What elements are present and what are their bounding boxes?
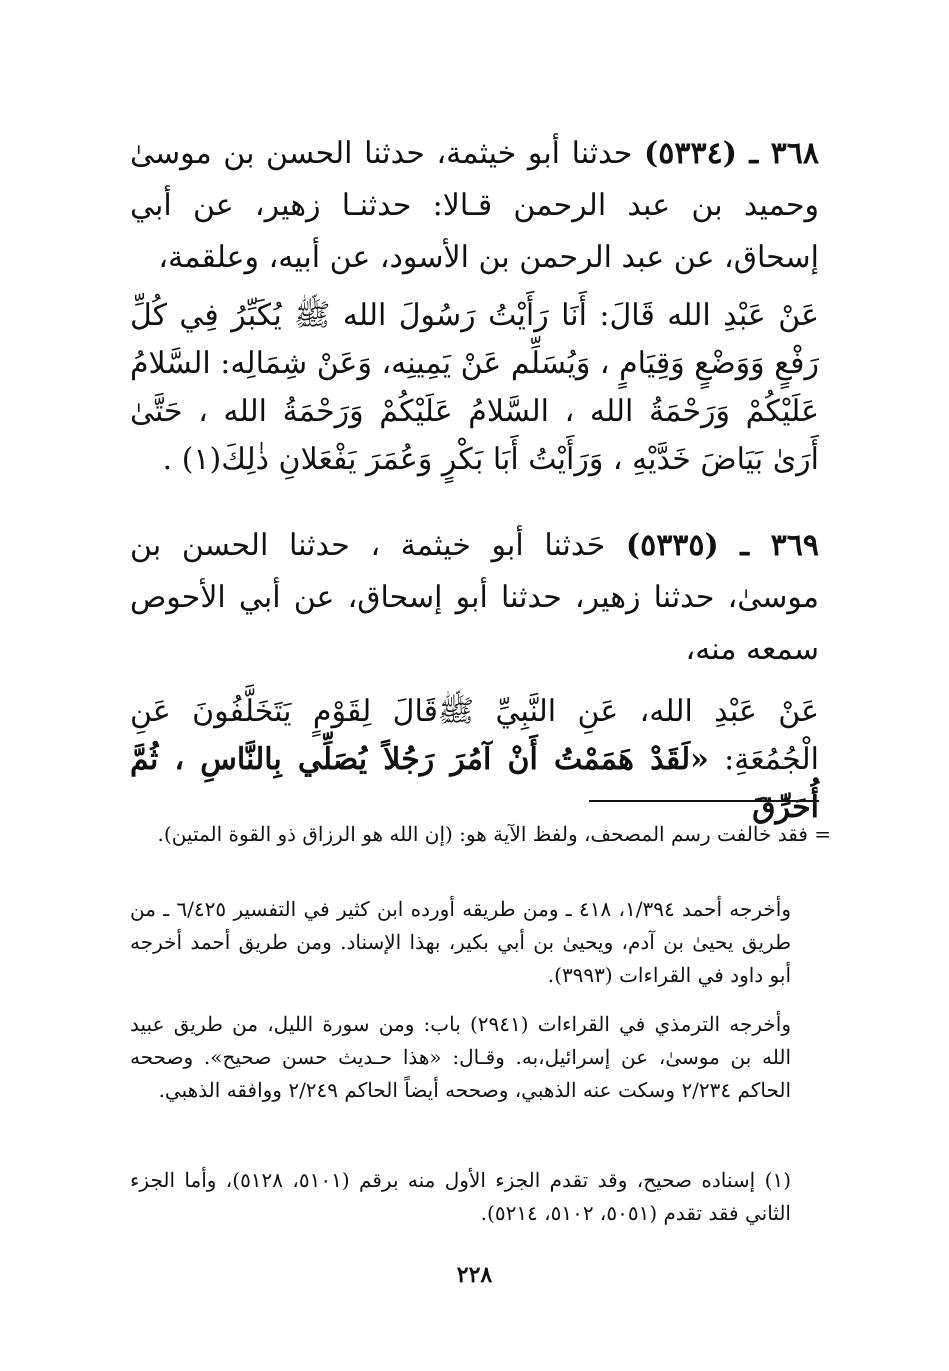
page-number: ٢٢٨: [456, 1262, 493, 1288]
hadith-368-isnad: [130, 128, 819, 284]
hadith-369-chain: حَدثنا أبو خيثمة ، حدثنا الحسن بن موسىٰ، حدثنا زهير، حدثنا أبو إسحاق، عن أبي الأحوص سمعه منه،: [130, 528, 819, 667]
hadith-369-intro: عَنْ عَبْدِ الله، عَنِ النَّبِيِّ ﷺقَالَ لِقَوْمٍ يَتَخَلَّفُونَ عَنِ الْجُمُعَةِ:: [130, 694, 819, 777]
hadith-369-quote: «لَقَدْ هَمَمْتُ أَنْ آمُرَ رَجُلاً يُصَلِّي بِالنَّاسِ ، ثُمَّ أُحَرِّقَ: [130, 742, 819, 825]
hadith-368-text: عَنْ عَبْدِ الله قَالَ: أَنَا رَأَيْتُ رَسُولَ الله ﷺ يُكَبِّرُ فِي كُلِّ رَفْعٍ وَوَضْعٍ وَقِيَامٍ ، وَيُسَلِّم عَنْ يَمِينِه، وَعَنْ شِمَالِه: السَّلامُ عَلَيْكُمْ وَرَحْمَةُ الله ، السَّلامُ عَلَيْكُمْ وَرَحْمَةُ الله ، حَتَّىٰ أَرَىٰ بَيَاضَ خَدَّيْهِ ، وَرَأَيْتُ أَبَا بَكْرٍ وَعُمَرَ يَفْعَلانِ ذٰلِكَ(١) .: [129, 298, 819, 477]
footnote-continuation: = فقد خالفت رسم المصحف، ولفظ الآية هو: (إن الله هو الرزاق ذو القوة المتين).: [157, 822, 831, 846]
hadith-369-matn: [130, 688, 819, 832]
hadith-369-number: ٣٦٩ ـ (٥٣٣٥): [625, 528, 819, 563]
hadith-369-isnad: [130, 520, 819, 676]
footnote-divider: [589, 800, 819, 802]
footnote-takhrij-ahmad: وأخرجه أحمد ١/٣٩٤، ٤١٨ ـ ومن طريقه أورده ابن كثير في التفسير ٦/٤٢٥ ـ من طريق يحيىٰ بن آدم، ويحيىٰ بن أبي بكير، بهذا الإسناد. ومن طريق أحمد أخرجه أبو داود في القراءات (٣٩٩٣).: [130, 897, 792, 987]
footnote-takhrij-tirmidhi: وأخرجه الترمذي في القراءات (٢٩٤١) باب: ومن سورة الليل، من طريق عبيد الله بن موسىٰ، عن إسرائيل،به. وقـال: «هذا حـديث حسن صحيح». وصححه الحاكم ٢/٢٣٤ وسكت عنه الذهبي، وصححه أيضاً الحاكم ٢/٢٤٩ ووافقه الذهبي.: [130, 1012, 791, 1102]
hadith-368-chain: حدثنا أبو خيثمة، حدثنا الحسن بن موسىٰ وحميد بن عبد الرحمن قـالا: حدثنـا زهير، عن أبي إسحاق، عن عبد الرحمن بن الأسود، عن أبيه، وعلقمة،: [130, 136, 819, 275]
hadith-368-number: ٣٦٨ ـ (٥٣٣٤): [644, 136, 819, 171]
hadith-368-matn: [130, 292, 819, 484]
footnote-1: (١) إسناده صحيح، وقد تقدم الجزء الأول منه برقم (٥١٠١، ٥١٢٨)، وأما الجزء الثاني فقد تقدم (٥٠٥١، ٥١٠٢، ٥٢١٤).: [130, 1168, 791, 1225]
